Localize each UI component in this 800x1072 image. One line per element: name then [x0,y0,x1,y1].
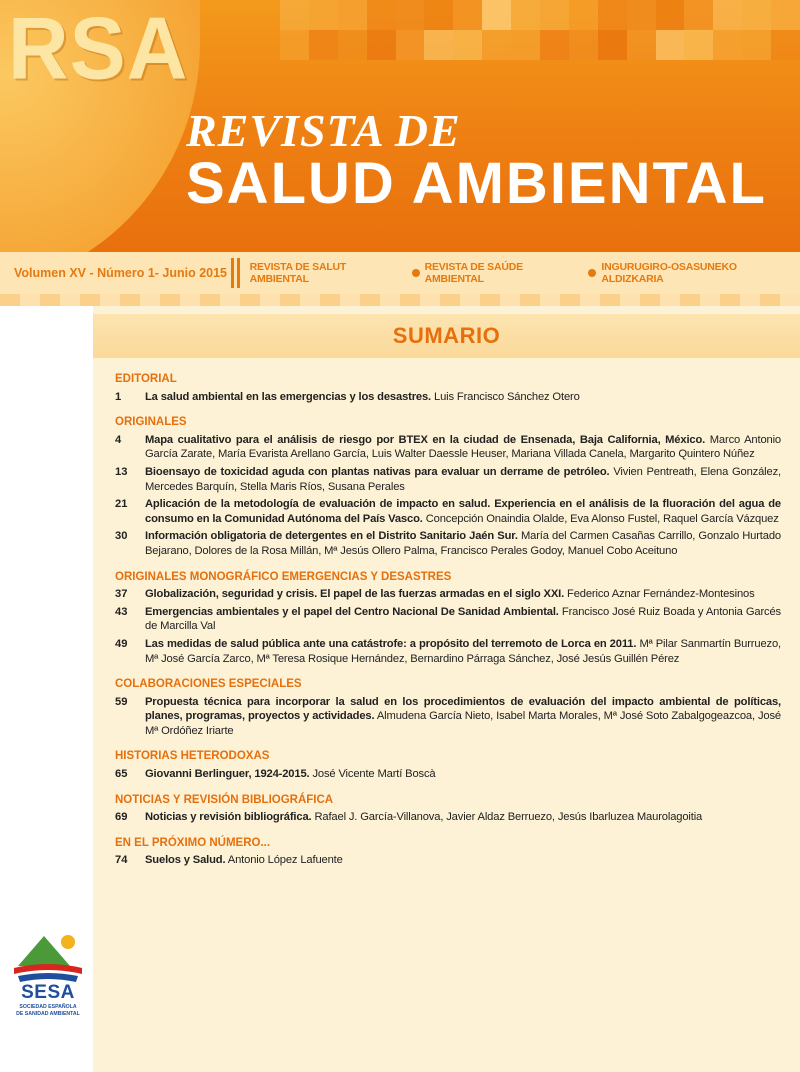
mosaic-tile [742,0,771,30]
mosaic-tile [598,30,627,60]
toc-entry[interactable] [115,605,781,634]
stripe-tile [260,294,280,306]
stripe-tile [140,294,160,306]
mosaic-tile [396,30,425,60]
mosaic-tile [540,30,569,60]
stripe-tile [120,294,140,306]
toc-list [115,372,781,871]
section-heading: EN EL PRÓXIMO NÚMERO... [115,836,271,849]
sesa-subtitle-line: DE SANIDAD AMBIENTAL [16,1010,80,1017]
mosaic-tile [771,30,800,60]
article-authors: Vivien Pentreath, Elena González, Mercedes Barquín, Stella Maris Ríos, Susana Perales [145,465,781,493]
mosaic-tile [656,30,685,60]
sumario-heading: SUMARIO [392,323,501,348]
mosaic-tile [309,30,338,60]
stripe-tile [540,294,560,306]
mosaic-tile [627,0,656,30]
page-number: 74 [115,854,128,867]
mosaic-tile [280,0,309,30]
sumario-banner [93,314,800,358]
stripe-tile [600,294,620,306]
stripe-tile [160,294,180,306]
article-title: Noticias y revisión bibliográfica. [145,811,312,824]
page-number: 37 [115,588,128,601]
stripe-tile [660,294,680,306]
toc-entry[interactable] [115,810,781,825]
mosaic-tile [482,30,511,60]
mosaic-tile [569,30,598,60]
page-number: 65 [115,768,128,781]
toc-entry[interactable] [115,695,781,739]
stripe-tile [100,294,120,306]
stripe-tile [740,294,760,306]
article-title: Emergencias ambientales y el papel del Centro Nacional De Sanidad Ambiental. [145,605,559,618]
article-title: Información obligatoria de detergentes en el Distrito Sanitario Jaén Sur. [145,530,518,543]
article-title: Giovanni Berlinguer, 1924-2015. [145,768,310,781]
stripe-tile [520,294,540,306]
stripe-tile [280,294,300,306]
article-title: Globalización, seguridad y crisis. El papel de las fuerzas armadas en el siglo XXI. [145,588,565,601]
stripe-tile [460,294,480,306]
mosaic-pattern [280,0,800,60]
mosaic-tile [684,30,713,60]
volume-info: Volumen XV - Número 1- Junio 2015 [14,266,228,280]
journal-name: REVISTA DE SALUT AMBIENTAL [249,261,347,285]
stripe-tile [60,294,80,306]
article-authors: Luis Francisco Sánchez Otero [434,390,580,403]
stripe-tile [80,294,100,306]
toc-entry[interactable] [115,497,781,526]
article-authors: Antonio López Lafuente [227,854,343,867]
mosaic-tile [367,30,396,60]
stripe-tile [500,294,520,306]
section-heading: ORIGINALES [115,416,187,429]
bullet-icon [412,269,420,277]
entry-text [145,587,781,602]
stripe-tile [220,294,240,306]
mosaic-tile [338,30,367,60]
sister-journals [250,261,800,285]
toc-entry[interactable] [115,465,781,494]
mosaic-tile [540,0,569,30]
stripe-tile [0,294,20,306]
stripe-tile [200,294,220,306]
article-title: Bioensayo de toxicidad aguda con plantas nativas para evaluar un derrame de petróleo. [145,465,610,478]
mosaic-tile [742,30,771,60]
toc-entry[interactable] [115,637,781,666]
stripe-tile [780,294,800,306]
entry-text [145,529,781,558]
stripe-tile [720,294,740,306]
stripe-tile [240,294,260,306]
page-number: 13 [115,465,128,478]
sesa-subtitle [8,1004,88,1017]
article-authors: Almudena García Nieto, Isabel Marta Morales, Mª José Soto Zabalgogeazcoa, José Mª Ordóñez Iriarte [145,710,781,737]
section-heading: HISTORIAS HETERODOXAS [115,750,270,763]
page-number: 21 [115,498,128,511]
stripe-tile [700,294,720,306]
toc-entry[interactable] [115,433,781,462]
stripe-tile [480,294,500,306]
mosaic-tile [338,0,367,30]
article-authors: Concepción Onaindia Olalde, Eva Alonso Fustel, Raquel García Vázquez [425,512,779,525]
stripe-tile [180,294,200,306]
mosaic-tile [280,30,309,60]
entry-text [145,853,781,868]
stripe-tile [680,294,700,306]
page-number: 4 [115,433,122,446]
entry-text [145,810,781,825]
article-title: Las medidas de salud pública ante una catástrofe: a propósito del terremoto de Lorca en 2011. [145,637,637,650]
article-authors: Rafael J. García-Villanova, Javier Aldaz Berruezo, Jesús Ibarluzea Maurolagoitia [314,811,703,824]
mosaic-tile [482,0,511,30]
mosaic-tile [511,0,540,30]
toc-entry[interactable] [115,767,781,782]
stripe-tile [300,294,320,306]
page-number: 69 [115,811,128,824]
mosaic-tile [309,0,338,30]
mosaic-tile [367,0,396,30]
entry-text [145,637,781,666]
section-heading: EDITORIAL [115,373,177,385]
article-title: Mapa cualitativo para el análisis de riesgo por BTEX en la ciudad de Ensenada, Baja California, México. [145,433,706,446]
article-authors: Mª Pilar Sanmartín Burruezo, Mª José García Zarco, Mª Teresa Rosique Hernández, Bernardino Párraga Sánchez, José Jesús Guillén Pérez [145,637,781,665]
article-title: La salud ambiental en las emergencias y los desastres. [145,390,432,403]
mosaic-tile [713,0,742,30]
table-of-contents [93,306,800,1072]
stripe-tile [580,294,600,306]
page-number: 49 [115,637,128,650]
stripe-tile [380,294,400,306]
entry-text [145,465,781,494]
stripe-tile [400,294,420,306]
journal-name: INGURUGIRO-OSASUNEKO ALDIZKARIA [601,261,737,285]
journal-title-line1: REVISTA DE [186,105,461,156]
toc-entry[interactable] [115,390,781,405]
mosaic-tile [771,0,800,30]
page-number: 1 [115,390,122,403]
masthead [0,0,800,252]
mosaic-tile [656,0,685,30]
article-title: Suelos y Salud. [145,854,226,867]
stripe-tile [440,294,460,306]
sesa-emblem-icon [8,930,88,984]
mosaic-tile [453,30,482,60]
article-authors: María del Carmen Casañas Carrillo, Gonzalo Hurtado Bejarano, Dolores de la Rosa Millán, Mª Jesús Ollero Palma, Francisco Perales Godoy, Manuel Cobo Aceituno [145,530,781,557]
entry-text [145,497,781,526]
page-number: 59 [115,695,128,708]
journal-title-line2: SALUD AMBIENTAL [186,151,767,216]
toc-entry[interactable] [115,529,781,558]
entry-text [145,390,781,405]
stripe-tile [320,294,340,306]
page-number: 30 [115,530,128,543]
page-number: 43 [115,605,128,618]
mosaic-tile [713,30,742,60]
section-heading: ORIGINALES MONOGRÁFICO EMERGENCIAS Y DESASTRES [115,570,452,583]
article-authors: Marco Antonio García Zarate, María Evarista Arellano García, Luis Walter Daessle Heuser, Mariana Villada Canela, Margarito Quintero Núñez [145,433,781,461]
stripe-tile [560,294,580,306]
mosaic-tile [424,30,453,60]
mosaic-tile [569,0,598,30]
mosaic-tile [396,0,425,30]
article-authors: José Vicente Martí Boscà [312,768,436,781]
entry-text [145,695,781,739]
stripe-tile [360,294,380,306]
article-title: Propuesta técnica para incorporar la salud en los procedimientos de evaluación del impacto ambiental de políticas, planes, programas, proyectos y actividades. [145,695,781,723]
sesa-logo [8,930,88,1030]
entry-text [145,767,781,782]
divider [237,258,240,288]
divider [231,258,234,288]
sesa-name: SESA [21,982,75,1003]
entry-text [145,605,781,634]
section-heading: NOTICIAS Y REVISIÓN BIBLIOGRÁFICA [115,793,334,806]
article-authors: Francisco José Ruiz Boada y Antonia Garcés de Marcilla Val [145,605,782,633]
mosaic-tile [684,0,713,30]
decorative-stripe [0,294,800,306]
mosaic-tile [511,30,540,60]
stripe-tile [340,294,360,306]
article-authors: Federico Aznar Fernández-Montesinos [567,588,755,601]
stripe-tile [40,294,60,306]
mosaic-tile [598,0,627,30]
journal-name: REVISTA DE SAÚDE AMBIENTAL [424,261,523,285]
section-heading: COLABORACIONES ESPECIALES [115,678,302,691]
article-title: Aplicación de la metodología de evaluación de impacto en salud. Experiencia en el análisis de la fluoración del agua de consumo en la Comunidad Autónoma del País Vasco. [145,498,781,525]
stripe-tile [20,294,40,306]
issue-info-bar [0,252,800,294]
toc-entry[interactable] [115,853,781,868]
sesa-subtitle-line: SOCIEDAD ESPAÑOLA [19,1004,77,1010]
mosaic-tile [627,30,656,60]
toc-entry[interactable] [115,587,781,602]
entry-text [145,433,781,462]
bullet-icon [588,269,596,277]
stripe-tile [620,294,640,306]
mosaic-tile [424,0,453,30]
rsa-logo: RSA [8,0,189,98]
stripe-tile [420,294,440,306]
mosaic-tile [453,0,482,30]
stripe-tile [640,294,660,306]
stripe-tile [760,294,780,306]
